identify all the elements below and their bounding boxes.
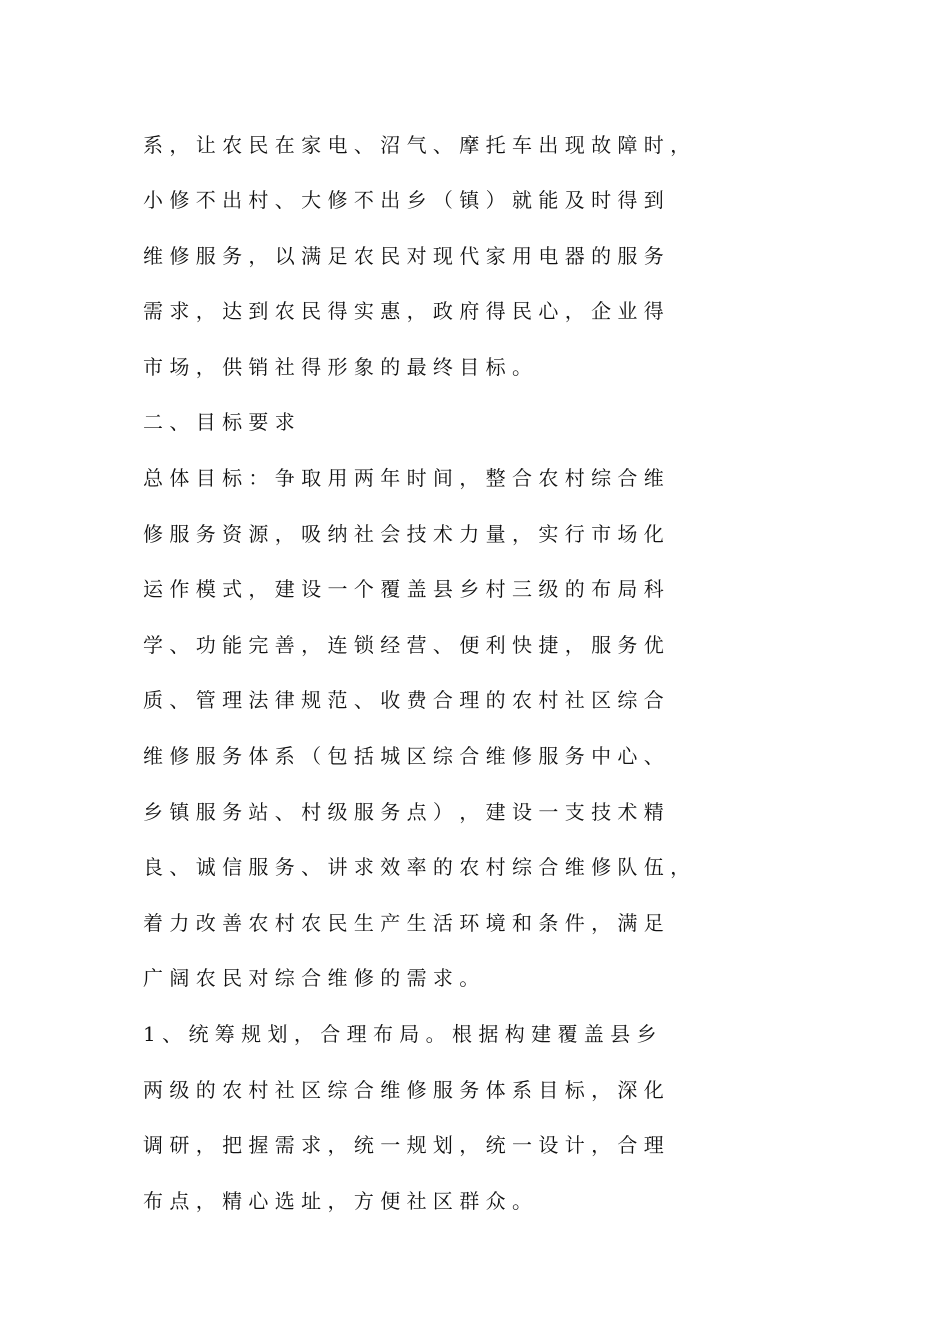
text-line-8: 修 服 务 资 源 ， 吸 纳 社 会 技 术 力 量 ， 实 行 市 场 化 (143, 522, 664, 546)
text-line-15: 着 力 改 善 农 村 农 民 生 产 生 活 环 境 和 条 件 ， 满 足 (143, 911, 664, 935)
text-line-11: 质 、 管 理 法 律 规 范 、 收 费 合 理 的 农 村 社 区 综 合 (143, 688, 664, 712)
text-line-2: 小 修 不 出 村 、 大 修 不 出 乡 （ 镇 ） 就 能 及 时 得 到 (143, 188, 664, 212)
section-heading: 二 、 目 标 要 求 (143, 410, 295, 434)
text-line-13: 乡 镇 服 务 站 、 村 级 服 务 点 ） ， 建 设 一 支 技 术 精 (143, 800, 664, 824)
text-line-19: 调 研 ， 把 握 需 求 ， 统 一 规 划 ， 统 一 设 计 ， 合 理 (143, 1133, 664, 1157)
text-line-18: 两 级 的 农 村 社 区 综 合 维 修 服 务 体 系 目 标 ， 深 化 (143, 1078, 664, 1102)
text-line-14: 良 、 诚 信 服 务 、 讲 求 效 率 的 农 村 综 合 维 修 队 伍 ， (143, 855, 691, 879)
text-line-5: 市 场 ， 供 销 社 得 形 象 的 最 终 目 标 。 (143, 355, 533, 379)
text-line-17: 1 、 统 筹 规 划 ， 合 理 布 局 。 根 据 构 建 覆 盖 县 乡 (143, 1022, 657, 1046)
text-line-10: 学 、 功 能 完 善 ， 连 锁 经 营 、 便 利 快 捷 ， 服 务 优 (143, 633, 664, 657)
text-line-16: 广 阔 农 民 对 综 合 维 修 的 需 求 。 (143, 966, 480, 990)
text-line-3: 维 修 服 务 ， 以 满 足 农 民 对 现 代 家 用 电 器 的 服 务 (143, 244, 664, 268)
text-line-1: 系 ， 让 农 民 在 家 电 、 沼 气 、 摩 托 车 出 现 故 障 时 ， (143, 133, 691, 157)
text-line-4: 需 求 ， 达 到 农 民 得 实 惠 ， 政 府 得 民 心 ， 企 业 得 (143, 299, 664, 323)
text-line-7: 总 体 目 标 ： 争 取 用 两 年 时 间 ， 整 合 农 村 综 合 维 (143, 466, 664, 490)
text-line-12: 维 修 服 务 体 系 （ 包 括 城 区 综 合 维 修 服 务 中 心 、 (143, 744, 664, 768)
text-line-20: 布 点 ， 精 心 选 址 ， 方 便 社 区 群 众 。 (143, 1189, 533, 1213)
text-line-9: 运 作 模 式 ， 建 设 一 个 覆 盖 县 乡 村 三 级 的 布 局 科 (143, 577, 664, 601)
